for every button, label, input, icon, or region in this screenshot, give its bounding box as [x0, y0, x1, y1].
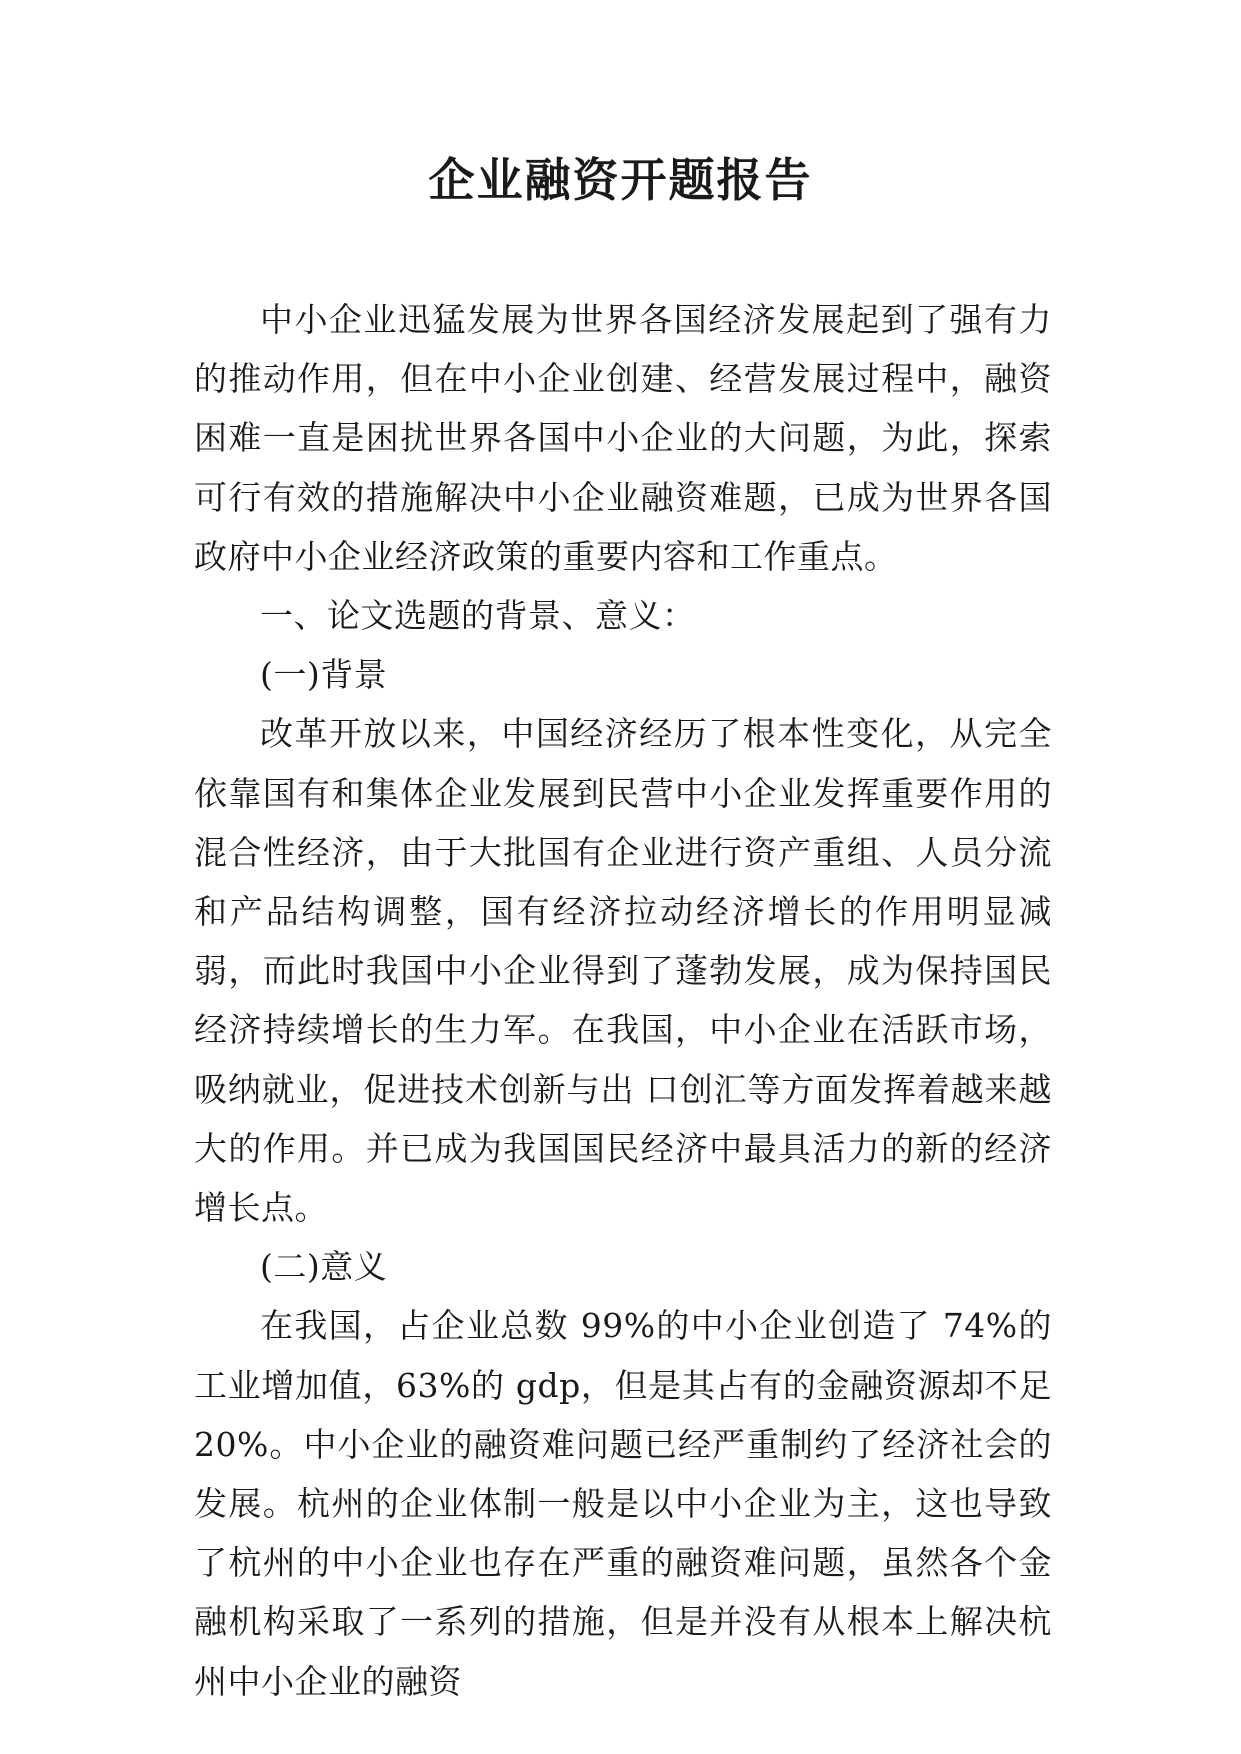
- section-heading-background-significance: 一、论文选题的背景、意义：: [260, 596, 696, 636]
- document-body: [194, 290, 1052, 1711]
- document-title: 企业融资开题报告: [428, 153, 813, 207]
- paragraph-intro: 中小企业迅猛发展为世界各国经济发展起到了强有力的推动作用，但在中小企业创建、经营发展过程中，融资困难一直是困扰世界各国中小企业的大问题，为此，探索可行有效的措施解决中小企业融资难题，已成为世界各国政府中小企业经济政策的重要内容和工作重点。: [194, 300, 1052, 576]
- paragraph-background: 改革开放以来，中国经济经历了根本性变化，从完全依靠国有和集体企业发展到民营中小企业发挥重要作用的混合性经济，由于大批国有企业进行资产重组、人员分流和产品结构调整，国有经济拉动经济增长的作用明显减弱，而此时我国中小企业得到了蓬勃发展，成为保持国民经济持续增长的生力军。在我国，中小企业在活跃市场，吸纳就业，促进技术创新与出 口创汇等方面发挥着越来越大的作用。并已成为我国国民经济中最具活力的新的经济增长点。: [194, 714, 1052, 1228]
- subsection-heading-background: (一)背景: [260, 655, 388, 695]
- paragraph-significance: 在我国，占企业总数 99%的中小企业创造了 74%的工业增加值，63%的 gdp，但是其占有的金融资源却不足 20%。中小企业的融资难问题已经严重制约了经济社会的发展。杭州的企业体制一般是以中小企业为主，这也导致了杭州的中小企业也存在严重的融资难问题，虽然各个金融机构采取了一系列的措施，但是并没有从根本上解决杭州中小企业的融资: [194, 1306, 1052, 1701]
- subsection-heading-significance: (二)意义: [260, 1247, 388, 1287]
